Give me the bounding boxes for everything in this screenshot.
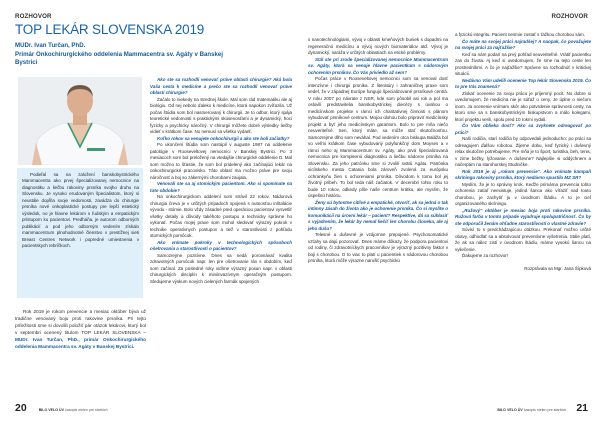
byline: [15, 42, 300, 68]
bio-box: [17, 168, 143, 298]
page-number: 20: [15, 402, 27, 414]
interview-question: Ako ste sa rozhodli venovať práve oblasti chirurgie? Aká bola Vaša cesta k medicíne a prečo ste sa rozhodli venovať práve oblasti chirurgie?: [150, 77, 292, 95]
right-page: [300, 0, 600, 425]
interview-question: Čo Vám oblieka dosť? Ako sa zvyknete odreagovať po práci?: [455, 123, 591, 135]
left-column-2: [150, 77, 292, 399]
interview-answer: Naši rodičia, starí rodičia by odpovedali jednoducho: po práci sa odreagujem ďalšou robotou. Žijeme dobu, keď fyzický i duševný relax skutočne potrebujeme. Pre mňa je to šport, turistika, beh, tenis, v zime bežky, lyžovanie. A duševne? Najlepšie si oddýchnem a načerpám na starohorskej Studničke.: [455, 136, 591, 167]
interview-question: „Ružový" október je mesiac boja proti rakovine prsníka. Ružová farba v tomto prípade vyjadruje spolupatričnosť. Čo by ste odporučil ženám ohľadne starostlivosti o vlastné zdravie?: [455, 207, 591, 226]
byline-position-cont: Bystrici: [15, 59, 38, 67]
interview-question: Ženy sú bytostne citlivé a empatické, otvoriť, ak sa jedná o tak intímny zásah do života ako je ochorenie prsníka. Čo si myslíte o komunikácii na úrovni lekár – pacient? Respektíve, dá sa súhlasiť s vyjadrením, že lekár by nemal liečiť len chorobu človeka, ale aj jeho dušu?: [308, 199, 448, 231]
intro-text: Rok 2019 je rokom prevencie a mesiac október býva už tradične venovaný boju proti rakovine prsníka. Pri tejto príležitosti sme si dovolili položiť pár otázok lekárovi, ktorý bol v septembri ocenený titulom TOP LEKÁR SLOVENSKA –: [15, 309, 146, 336]
magazine-tagline: časopis nielen pre starších: [65, 408, 108, 412]
interview-answer: Na onkochirurgickom oddelení som strávil 22 rokov. Nádorová chirurgia čreva je v určitých prípadoch spojená s nutnosťou inštalácie vývodu - stómie. Bolo vždy zásadné pred operáciou pacientovi vysvetliť všetky detaily a dôvody takéhoto postupu a technicky správne ho vykonať. Počas mojej praxe som mohol sledovať výrazný pokrok v technike operatívnych postupov a tiež v starostlivosti z pohľadu stomických pomôcok.: [150, 194, 292, 238]
interview-question: Nedávno Vám udelili ocenenie Top lekár Slovenska 2019. Čo to pre Vás znamená?: [455, 77, 591, 89]
interview-answer: a fyzickú integritu. Pacient nesmie zostať s ťažkou chorobou sám.: [455, 32, 585, 37]
interview-question: Venovali ste sa aj stomickým pacientom. Ako si spomínate na toto obdobie?: [150, 181, 292, 193]
intro-paragraph: [15, 308, 146, 350]
byline-position: Primár Onkochirurgického oddelenia Mammacentra sv. Agáty v Banskej: [15, 50, 223, 58]
right-column-1: [308, 37, 448, 399]
article-title: TOP LEKÁR SLOVENSKA 2019: [15, 22, 205, 37]
interview-answer: Súvisí to s predchádzajúcou otázkou. Prekonať možno určité obavy, odhodlať sa a absolvovať preventívne vyšetrenia. Stále platí, že ak sa nález zistí v úvodnom štádiu, máme vysokú šancu na vyliečenie.: [455, 227, 591, 252]
section-tag: ROZHOVOR: [15, 13, 52, 20]
interview-answer: Začalo to niekedy na strednej škole. Mal som rád matematiku ale aj biológiu. Od nej nebolo ďaleko k medicíne, ktorá napokon zvíťazila. Už počas štúdia som bol nasmerovaný k chirurgii. Je to odbor, ktorý spája teoretické vedomosti s praktickými skúsenosťami a je dynamický, hoci fyzicky a psychicky náročný. V chirurgii môžete dobré výsledky liečby vidieť v krátkom čase. No nemusí sa všetko vydariť.: [150, 96, 292, 134]
magazine-name-right: [497, 408, 566, 412]
interview-answer: Počas práce v Rooseveltovej nemocnici som sa venoval dosť intenzívne i chirurgii prsníka. Z literatúry i zahraničnej praxe som vedel, že v západnej Európe fungujú špecializované prsníkové centrá. V roku 2007 po návrate z NSR, kde som pôsobil asi rok a pol ma oslovili predstavitelia banskobystrickej diecézy s úvahou o medicínskom projekte v rámci ich charitatívnej činnosti s plánom vybudovať prsníkové centrum. Mojou úlohou bolo pripraviť medicínsky projekt a byť jeho medicínskym garantom. Bolo to pre mňa niečo neuveriteľné. Sen, ktorý máte, sa môže stať skutočnosťou. Samozrejme dlho som neváhal. Pod vedením otca biskupa Baláža bol vo veľmi krátkom čase vybudovaný polyfunkčný dom Moyses a v rámci neho aj Mammacentrum sv. Agáty, ako prvá špecializovaná nemocnica pre komplexnú diagnostiku a liečbu nádorov prsníka na Slovensku. Za jeho patrónku sme si zvolili svätú Agátu. Patrónka sicílskeho mesta Catania bola zároveň zvolená za európsku ochrankyňu žien s ochoreniami prsníka. Dôvodom k tomu bol jej životný príbeh. To bol teda náš začiatok. V decembri tohto roku to bude 10 rokov, odkedy píše naše centrum krátku, ale myslím, že úspešnú históriu.: [308, 76, 448, 198]
interview-question: Ako vnímate pokroky v technologických spôsoboch ošetrovania a starostlivosti o pacientov?: [150, 239, 292, 251]
byline-name: MUDr. Ivan Turčan, PhD.: [15, 42, 86, 49]
interview-question: Rok 2019 je aj „rokom prevencie". Ako vnímate kampaň skríningu rakoviny prsníka, ktorý nedávno spustilo MZ SR?: [455, 168, 591, 180]
interview-answer: Myslím, že je to správny krok. Keďže primárna prevencia tohto ochorenia zatiaľ neexistuje, jediná šanca ako víťaziť nad touto chorobou, je zachytiť ju v úvodnom štádiu. A to je cieľ organizovaného skríningu.: [455, 181, 591, 206]
page-footer-right: [497, 402, 588, 414]
interview-answer: s nanotechnológiami, vývoj v oblasti kmeňových buniek s dopadmi na regeneračnú medicínu a vývoj nových biomateriálov atď. Vývoj je dynamický, naráža v určitých oblastiach na etické problémy.: [308, 37, 448, 55]
magazine-tagline-right: časopis nielen pre starších: [523, 408, 567, 412]
doctor-portrait-photo: [18, 77, 142, 165]
right-column-2: [455, 32, 591, 399]
interview-answer: Samozrejme pozitívne. Dnes sa nedá porovnávať kvalita zdravotných pomôcok napr. len pre ošetrovanie rán s obdobím, keď som začínal. Za posledné roky vidíme výrazný posun napr. v oblasti chirurgických disciplín k miniinvazívnym operačným postupom. Sledujeme výskum nových cielených farmák spojených: [150, 252, 292, 284]
magazine-title-right: BILO VELO ÚV: [497, 408, 523, 412]
magazine-title: BILO VELO ÚV: [38, 408, 65, 412]
intro-highlight: MUDr. Ivan Turčan, PhD., primár Onkochirurgického oddelenia Mammacentra sv. Agáty v Banskej Bystrici.: [15, 337, 146, 350]
page-footer-left: [15, 402, 108, 414]
interview-answer: Ďakujeme za rozhovor!: [462, 253, 508, 258]
interview-answer: Získať ocenenie za svoju prácu je príjemný pocit. No dobre si uvedomujem, že medicína nie je súťaž o ceny. Je úplne o niečom inom. Ja ocenenie vnímam skôr ako potvrdenie správnosti cesty, na ktorú sme sa s banskobystrickým biskupstvom a málo kolegami, ktorí projektu verili, spolu pred 10 rokmi vydali.: [455, 90, 591, 122]
interview-answer: Po ukončení štúdia som nastúpil v auguste 1987 na oddelenie patológie v Rooseveltovej nemocnici v Banskej Bystrici. Po 3 mesiacoch som bol preložený na vtedajšie chirurgické oddelenie D. Mal som možno to šťastie, že som bol pridelený ako začínajúci lekár na onkochirurgické pracovisko. Táto oblasť ma možno práve pre svoju náročnosť a boj so zákernými chorobami zaujala.: [150, 142, 292, 180]
interview-answer: Keď sa nám podarí na prvý pohľad neuveriteľné. Vrátiť pacientku zas do života. Aj keď si uvedomujem, že sme na tejto ceste len prostredníkmi. A čo je najťažšie? Správne sa rozhodnúť v kritickej situácii.: [455, 51, 591, 76]
author-signature: Rozprávala sa Mgr. Jana Šípková: [524, 265, 591, 271]
portrait-illustration-icon: [18, 77, 142, 165]
magazine-name: [39, 408, 108, 412]
interview-question: Čo máte na svojej práci najradšej? A naopak, čo považujete na svojej práci za najťažšie?: [455, 38, 591, 50]
bio-text: Podieľal sa na založení banskobystrického Mammacentra ako prvej špecializovanej nemocnice na diagnostiku a liečbu rakoviny prsníka svojho druhu na Slovensku. Je vysoko erudovaným špecialistom, ktorý si neustále dopĺňa svoje vedomosti, zavádza do chirurgie prsníka nové onkoplastické postupy pre lepší estetický výsledok, no je hlavne lekárom s ľudským a empatickým prístupom ku pacientovi. Predháňa, je autorom odborných publikácií a pod jeho odborným vedením získalo mammacentrum plnohodnotné členstvo v prestížnej sieti Breast Centres Network i popredné umiestnenia v pacientskych rebríčkoch.: [22, 172, 139, 248]
interview-answer: Telesné a duševné je vzájomne prepojené. Psychosomatické vzťahy sa dajú pozorovať. Dnes máme dôkazy, že podpora pacientovi od rodiny, či zdravotníckych pracovníkov je výrazný pozitívny faktor v boji s chorobou. O to viac to platí u pacientiek s nádorovou chorobou prsníka, ktorá môže výrazne narušiť psychickú: [308, 232, 448, 263]
section-tag-right: ROZHOVOR: [551, 13, 588, 20]
interview-question: Koľko rokov sa venujete onkochirurgii a ako ste boli začiatky?: [157, 135, 290, 141]
page-number-right: 21: [576, 402, 588, 414]
interview-question: Stál ste pri zrode špecializovanej nemocnice Mammacentrum sv. Agáty, ktorá sa venuje hlavne pacientkam s nádorovým ochorením prsníkov. Čo Vás priviedlo až sem?: [308, 56, 448, 75]
